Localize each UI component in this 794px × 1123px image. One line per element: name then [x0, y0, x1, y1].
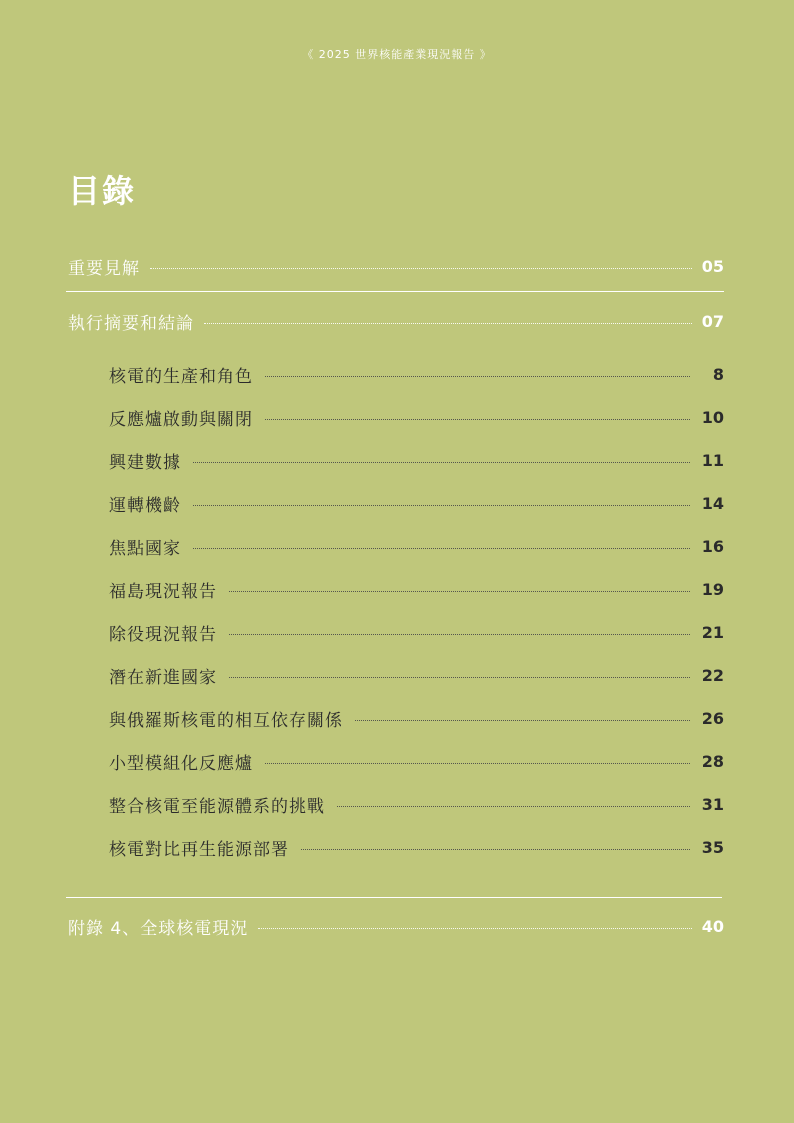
page-title: 目錄: [68, 172, 137, 210]
toc-subentry[interactable]: [109, 620, 724, 644]
toc-subentry[interactable]: [109, 749, 724, 773]
dot-leader: [301, 849, 690, 850]
dot-leader: [229, 591, 690, 592]
report-header: 《 2025 世界核能產業現況報告 》: [302, 48, 492, 61]
toc-entry-executive-summary[interactable]: [68, 309, 724, 333]
toc-page-number: 22: [701, 665, 724, 685]
toc-entry-appendix[interactable]: [68, 914, 724, 938]
toc-label: 執行摘要和結論: [68, 313, 194, 334]
toc-entry-key-insights[interactable]: [68, 254, 724, 278]
dot-leader: [229, 634, 690, 635]
toc-label: 潛在新進國家: [109, 667, 217, 688]
section-divider: [66, 897, 722, 898]
toc-label: 除役現況報告: [109, 624, 217, 645]
toc-label: 核電的生產和角色: [109, 366, 253, 387]
toc-subentry[interactable]: [109, 405, 724, 429]
dot-leader: [265, 419, 690, 420]
dot-leader: [150, 268, 692, 269]
toc-subentry[interactable]: [109, 577, 724, 601]
toc-label: 附錄 4、全球核電現況: [68, 918, 249, 939]
dot-leader: [229, 677, 690, 678]
toc-page-number: 31: [701, 794, 724, 814]
toc-label: 反應爐啟動與關閉: [109, 409, 253, 430]
toc-subentry[interactable]: [109, 491, 724, 515]
toc-page-number: 11: [701, 450, 724, 470]
toc-label: 焦點國家: [109, 538, 181, 559]
toc-subentry[interactable]: [109, 663, 724, 687]
dot-leader: [265, 376, 690, 377]
toc-subentry[interactable]: [109, 706, 724, 730]
toc-page-number: 14: [701, 493, 724, 513]
toc-label: 與俄羅斯核電的相互依存關係: [109, 710, 343, 731]
toc-subentry[interactable]: [109, 362, 724, 386]
toc-page-number: 26: [701, 708, 724, 728]
toc-page-number: 19: [701, 579, 724, 599]
toc-page-number: 07: [701, 311, 724, 331]
toc-page-number: 21: [701, 622, 724, 642]
toc-subentry[interactable]: [109, 792, 724, 816]
dot-leader: [193, 462, 690, 463]
toc-label: 小型模組化反應爐: [109, 753, 253, 774]
dot-leader: [337, 806, 690, 807]
toc-label: 運轉機齡: [109, 495, 181, 516]
toc-page-number: 8: [712, 364, 724, 384]
toc-page-number: 40: [701, 916, 724, 936]
dot-leader: [355, 720, 690, 721]
toc-label: 興建數據: [109, 452, 181, 473]
toc-page-number: 16: [701, 536, 724, 556]
toc-page-number: 10: [701, 407, 724, 427]
dot-leader: [193, 505, 690, 506]
toc-label: 重要見解: [68, 258, 140, 279]
toc-label: 福島現況報告: [109, 581, 217, 602]
toc-page-number: 28: [701, 751, 724, 771]
toc-label: 整合核電至能源體系的挑戰: [109, 796, 325, 817]
toc-page-number: 35: [701, 837, 724, 857]
toc-label: 核電對比再生能源部署: [109, 839, 289, 860]
toc-subentry[interactable]: [109, 448, 724, 472]
toc-subentry[interactable]: [109, 835, 724, 859]
toc-page-number: 05: [701, 256, 724, 276]
dot-leader: [258, 928, 692, 929]
dot-leader: [193, 548, 690, 549]
dot-leader: [265, 763, 690, 764]
dot-leader: [204, 323, 692, 324]
toc-subentry[interactable]: [109, 534, 724, 558]
section-divider: [66, 291, 724, 292]
